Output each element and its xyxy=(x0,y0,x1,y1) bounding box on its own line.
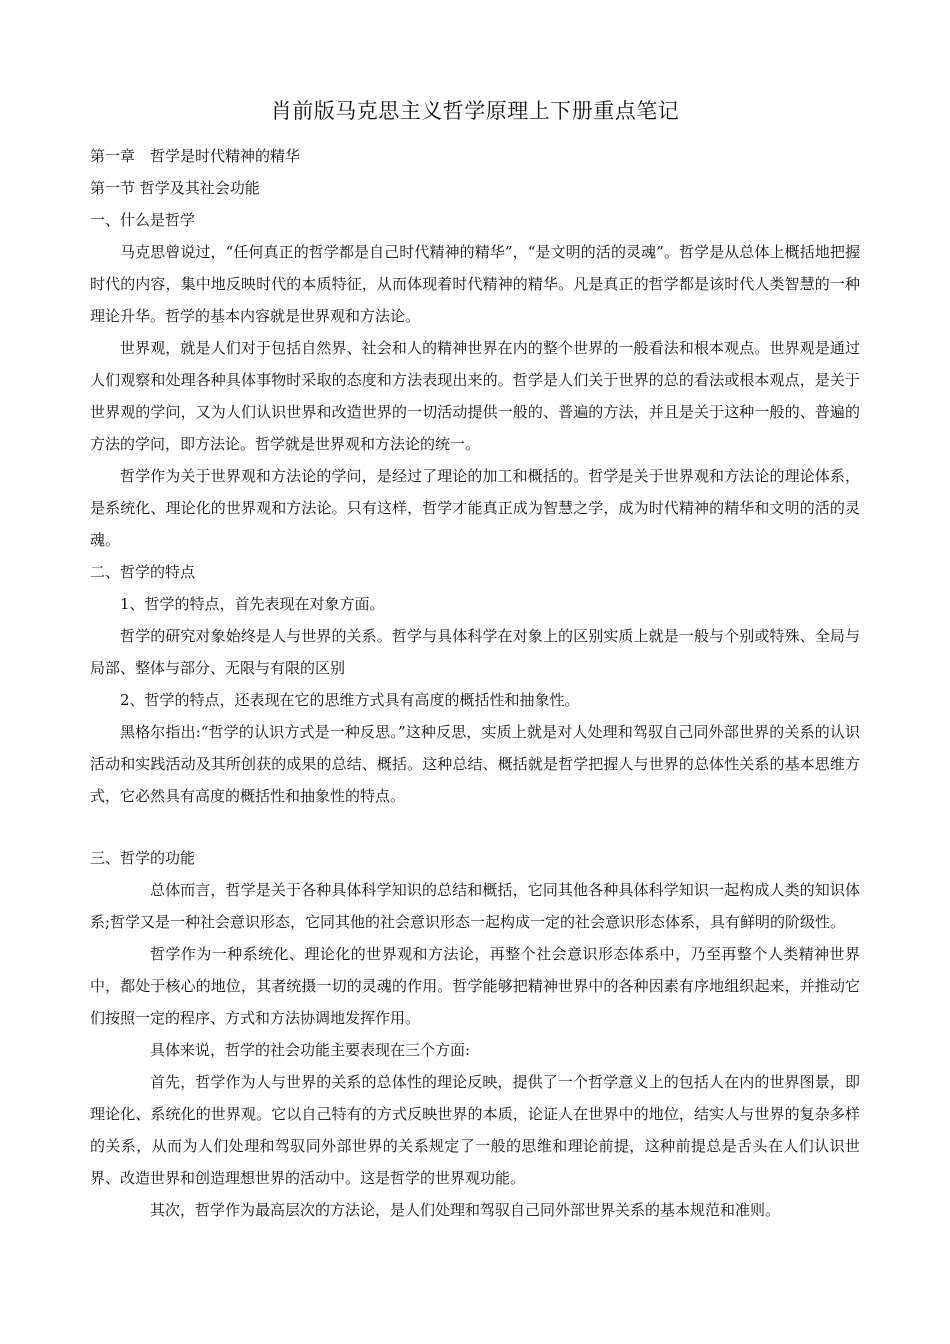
paragraph: 哲学作为关于世界观和方法论的学问，是经过了理论的加工和概括的。哲学是关于世界观和方法论的理论体系，是系统化、理论化的世界观和方法论。只有这样，哲学才能真正成为智慧之学，成为时代精神的精华和文明的活的灵魂。 xyxy=(90,467,860,549)
list-point: 1、哲学的特点，首先表现在对象方面。 xyxy=(120,595,385,613)
paragraph: 首先，哲学作为人与世界的关系的总体性的理论反映，提供了一个哲学意义上的包括人在内的世界图景，即理论化、系统化的世界观。它以自己特有的方式反映世界的本质，论证人在世界中的地位，结实人与世界的复杂多样的关系，从而为人们处理和驾驭同外部世界的关系规定了一般的思维和理论前提，这种前提总是舌头在人们认识世界、改造世界和创造理想世界的活动中。这是哲学的世界观功能。 xyxy=(90,1073,860,1187)
section-heading: 第一节 哲学及其社会功能 xyxy=(90,179,260,197)
document-body xyxy=(90,140,860,1226)
paragraph: 哲学作为一种系统化、理论化的世界观和方法论，再整个社会意识形态体系中，乃至再整个人类精神世界中，都处于核心的地位，其者统摄一切的灵魂的作用。哲学能够把精神世界中的各种因素有序地组织起来，并推动它们按照一定的程序、方式和方法协调地发挥作用。 xyxy=(90,945,860,1027)
paragraph: 哲学的研究对象始终是人与世界的关系。哲学与具体科学在对象上的区别实质上就是一般与个别或特殊、全局与局部、整体与部分、无限与有限的区别 xyxy=(90,627,860,677)
paragraph: 其次，哲学作为最高层次的方法论，是人们处理和驾驭自己同外部世界关系的基本规范和准则。 xyxy=(150,1201,781,1219)
paragraph: 总体而言，哲学是关于各种具体科学知识的总结和概括，它同其他各种具体科学知识一起构成人类的知识体系;哲学又是一种社会意识形态，它同其他的社会意识形态一起构成一定的社会意识形态体系，具有鲜明的阶级性。 xyxy=(90,881,860,931)
paragraph: 世界观，就是人们对于包括自然界、社会和人的精神世界在内的整个世界的一般看法和根本观点。世界观是通过人们观察和处理各种具体事物时采取的态度和方法表现出来的。哲学是人们关于世界的总的看法或根本观点，是关于世界观的学问，又为人们认识世界和改造世界的一切活动提供一般的、普遍的方法，并且是关于这种一般的、普遍的方法的学问，即方法论。哲学就是世界观和方法论的统一。 xyxy=(90,339,860,453)
list-point: 2、哲学的特点，还表现在它的思维方式具有高度的概括性和抽象性。 xyxy=(120,691,580,709)
paragraph: 黑格尔指出:“哲学的认识方式是一种反思。”这种反思，实质上就是对人处理和驾驭自己同外部世界的关系的认识活动和实践活动及其所创获的成果的总结、概括。这种总结、概括就是哲学把握人与世界的总体性关系的基本思维方式，它必然具有高度的概括性和抽象性的特点。 xyxy=(90,723,860,805)
paragraph: 具体来说，哲学的社会功能主要表现在三个方面: xyxy=(150,1041,471,1059)
paragraph: 马克思曾说过，“任何真正的哲学都是自己时代精神的精华”，“是文明的活的灵魂”。哲学是从总体上概括地把握时代的内容，集中地反映时代的本质特征，从而体现着时代精神的精华。凡是真正的哲学都是该时代人类智慧的一种理论升华。哲学的基本内容就是世界观和方法论。 xyxy=(90,243,860,325)
part3-heading: 三、哲学的功能 xyxy=(90,849,196,867)
document-title: 肖前版马克思主义哲学原理上下册重点笔记 xyxy=(270,99,680,123)
chapter-heading: 第一章 哲学是时代精神的精华 xyxy=(90,147,301,165)
part1-heading: 一、什么是哲学 xyxy=(90,211,196,229)
blank-line xyxy=(90,812,860,842)
part2-heading: 二、哲学的特点 xyxy=(90,563,196,581)
